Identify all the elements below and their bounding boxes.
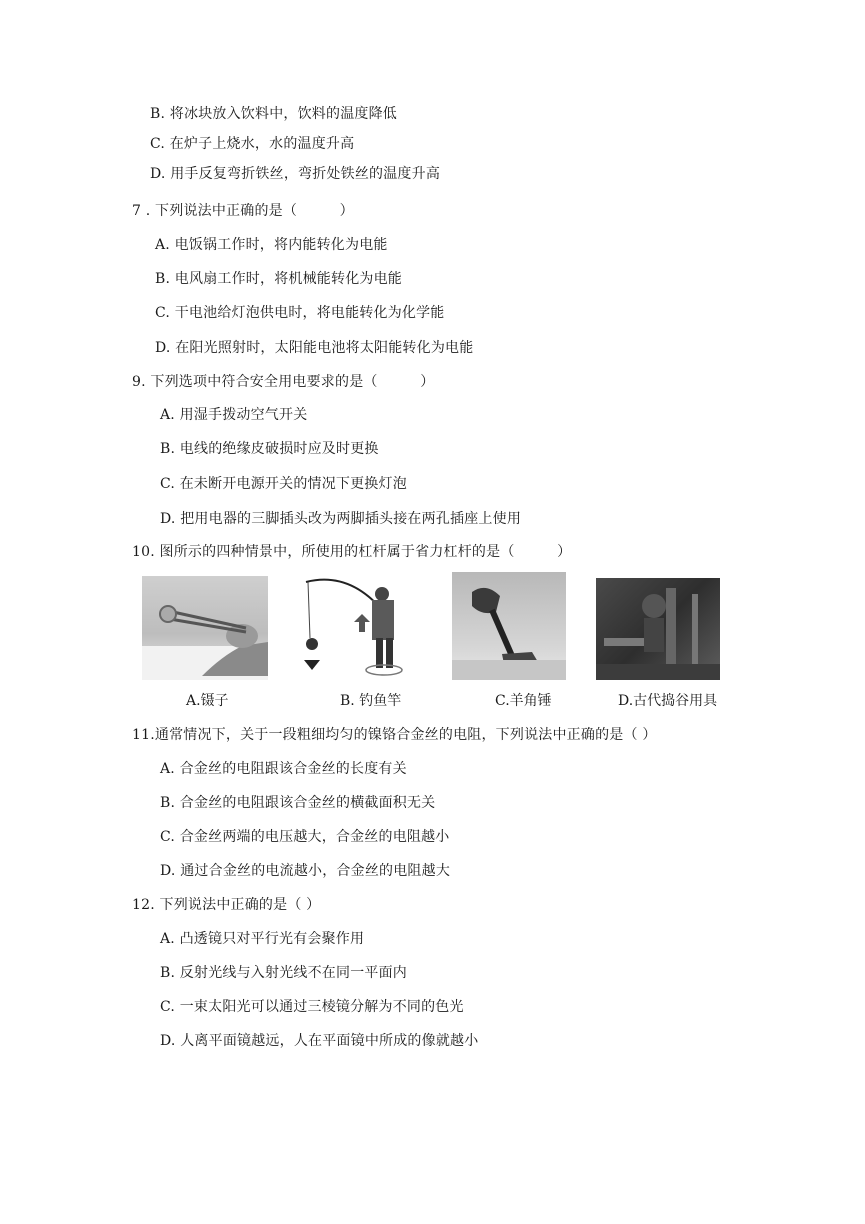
q11-option-a: A. 合金丝的电阻跟该合金丝的长度有关 xyxy=(160,761,407,777)
caption-a: A.镊子 xyxy=(186,693,229,709)
q7-option-d: D. 在阳光照射时，太阳能电池将太阳能转化为电能 xyxy=(155,340,474,356)
q6-option-c: C. 在炉子上烧水，水的温度升高 xyxy=(150,136,355,152)
q9-option-c: C. 在未断开电源开关的情况下更换灯泡 xyxy=(160,476,407,492)
caption-c: C.羊角锤 xyxy=(495,693,552,709)
caption-b: B. 钓鱼竿 xyxy=(340,693,402,709)
q12-option-b: B. 反射光线与入射光线不在同一平面内 xyxy=(160,965,407,981)
q12-stem: 12. 下列说法中正确的是（ ） xyxy=(132,897,321,913)
q11-option-c: C. 合金丝两端的电压越大，合金丝的电阻越小 xyxy=(160,829,450,845)
q12-option-c: C. 一束太阳光可以通过三棱镜分解为不同的色光 xyxy=(160,999,464,1015)
tweezers-image xyxy=(142,576,268,680)
q7-option-c: C. 干电池给灯泡供电时，将电能转化为化学能 xyxy=(155,305,445,321)
q12-option-a: A. 凸透镜只对平行光有会聚作用 xyxy=(160,931,365,947)
q6-option-b: B. 将冰块放入饮料中，饮料的温度降低 xyxy=(150,106,397,122)
q7-option-a: A. 电饭锅工作时，将内能转化为电能 xyxy=(155,237,388,253)
q6-option-d: D. 用手反复弯折铁丝，弯折处铁丝的温度升高 xyxy=(150,166,441,182)
q11-stem: 11.通常情况下，关于一段粗细均匀的镍铬合金丝的电阻，下列说法中正确的是（ ） xyxy=(132,727,657,743)
hammer-illustration xyxy=(452,572,566,680)
q7-stem: 7 . 下列说法中正确的是（ ） xyxy=(132,203,354,219)
q9-option-d: D. 把用电器的三脚插头改为两脚插头接在两孔插座上使用 xyxy=(160,511,522,527)
pounder-illustration xyxy=(596,578,720,680)
q9-stem: 9. 下列选项中符合安全用电要求的是（ ） xyxy=(132,374,435,390)
q11-option-d: D. 通过合金丝的电流越小，合金丝的电阻越大 xyxy=(160,863,451,879)
claw-hammer-image xyxy=(452,572,566,680)
grain-pounder-image xyxy=(596,578,720,680)
q9-option-b: B. 电线的绝缘皮破损时应及时更换 xyxy=(160,441,379,457)
fishing-rod-image xyxy=(294,572,404,682)
q7-option-b: B. 电风扇工作时，将机械能转化为电能 xyxy=(155,271,402,287)
q11-option-b: B. 合金丝的电阻跟该合金丝的横截面积无关 xyxy=(160,795,436,811)
fisherman-illustration xyxy=(294,572,404,682)
tweezers-illustration xyxy=(142,576,268,680)
q10-stem: 10. 图所示的四种情景中，所使用的杠杆属于省力杠杆的是（ ） xyxy=(132,544,572,560)
q12-option-d: D. 人离平面镜越远，人在平面镜中所成的像就越小 xyxy=(160,1033,479,1049)
q9-option-a: A. 用湿手拨动空气开关 xyxy=(160,407,308,423)
caption-d: D.古代捣谷用具 xyxy=(618,693,718,709)
